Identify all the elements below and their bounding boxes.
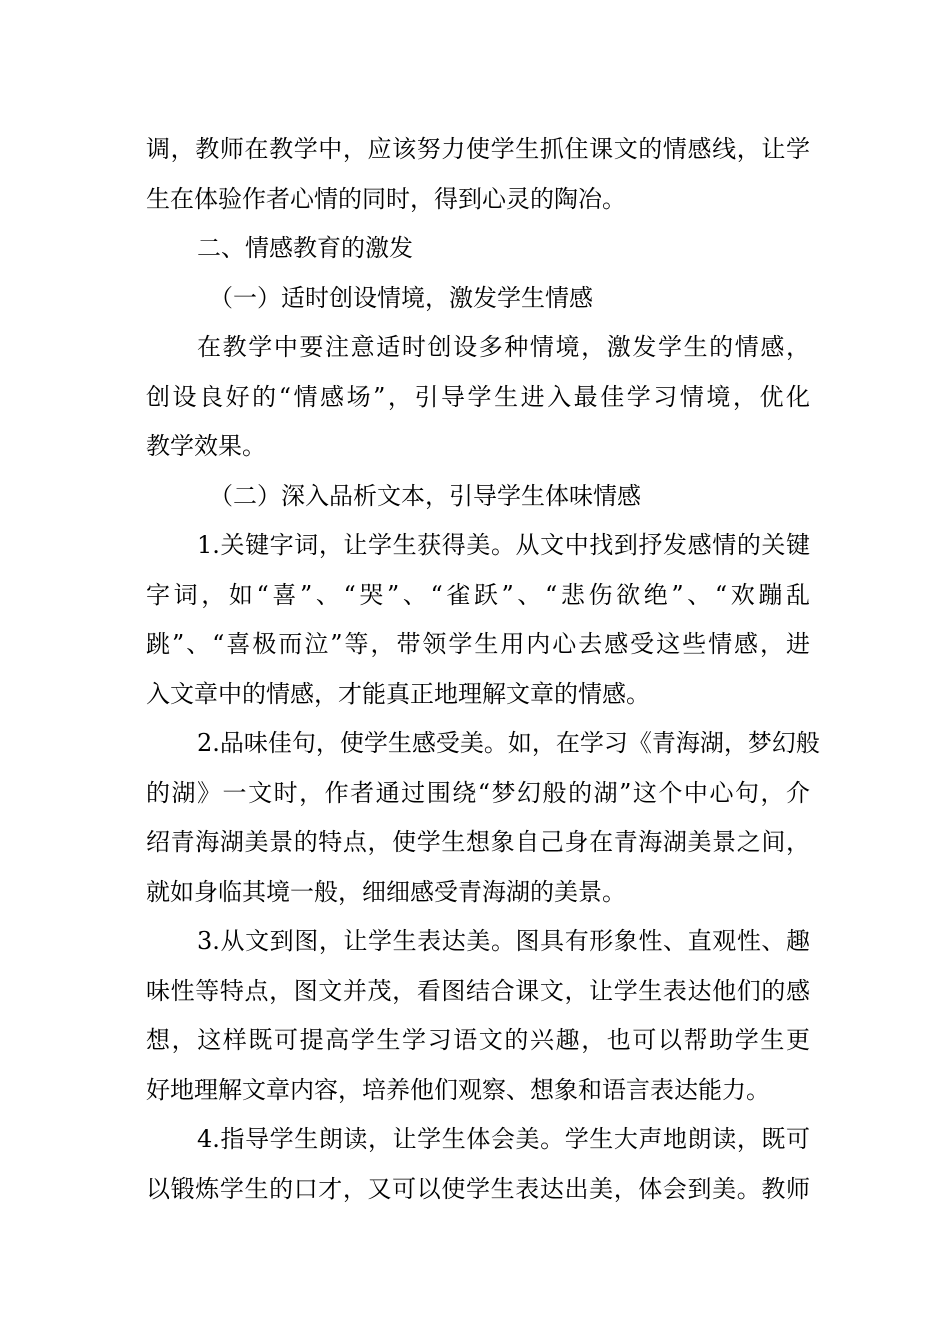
text-line: 就如身临其境一般，细细感受青海湖的美景。: [146, 877, 626, 906]
subsection-heading: （一）适时创设情境，激发学生情感: [209, 283, 593, 312]
text-line: 2.品味佳句，使学生感受美。如，在学习《青海湖，梦幻般: [197, 729, 820, 757]
text-line: 绍青海湖美景的特点，使学生想象自己身在青海湖美景之间，: [146, 828, 810, 856]
text-line: 想，这样既可提高学生学习语文的兴趣，也可以帮助学生更: [146, 1026, 810, 1054]
text-line: 3.从文到图，让学生表达美。图具有形象性、直观性、趣: [197, 927, 810, 955]
text-line: 教学效果。: [146, 432, 266, 460]
text-line: 1.关键字词，让学生获得美。从文中找到抒发感情的关键: [197, 531, 810, 559]
text-line: 调，教师在教学中，应该努力使学生抓住课文的情感线，让学: [146, 135, 810, 163]
section-heading: 二、情感教育的激发: [197, 234, 413, 262]
text-line: 味性等特点，图文并茂，看图结合课文，让学生表达他们的感: [146, 976, 810, 1005]
text-line: 字词，如“喜”、“哭”、“雀跃”、“悲伤欲绝”、“欢蹦乱: [146, 580, 810, 609]
text-line: 4.指导学生朗读，让学生体会美。学生大声地朗读，既可: [197, 1125, 810, 1153]
subsection-heading: （二）深入品析文本，引导学生体味情感: [209, 481, 641, 510]
text-line: 以锻炼学生的口才，又可以使学生表达出美，体会到美。教师: [146, 1174, 810, 1203]
text-line: 在教学中要注意适时创设多种情境，激发学生的情感，: [197, 333, 810, 361]
text-line: 入文章中的情感，才能真正地理解文章的情感。: [146, 679, 650, 708]
text-line: 创设良好的“情感场”，引导学生进入最佳学习情境，优化: [146, 382, 810, 411]
text-line: 生在体验作者心情的同时，得到心灵的陶冶。: [146, 184, 626, 213]
text-line: 跳”、“喜极而泣”等，带领学生用内心去感受这些情感，进: [146, 630, 810, 658]
text-line: 的湖》一文时，作者通过围绕“梦幻般的湖”这个中心句，介: [146, 778, 810, 807]
document-body: [146, 125, 820, 1214]
text-line: 好地理解文章内容，培养他们观察、想象和语言表达能力。: [146, 1075, 770, 1104]
